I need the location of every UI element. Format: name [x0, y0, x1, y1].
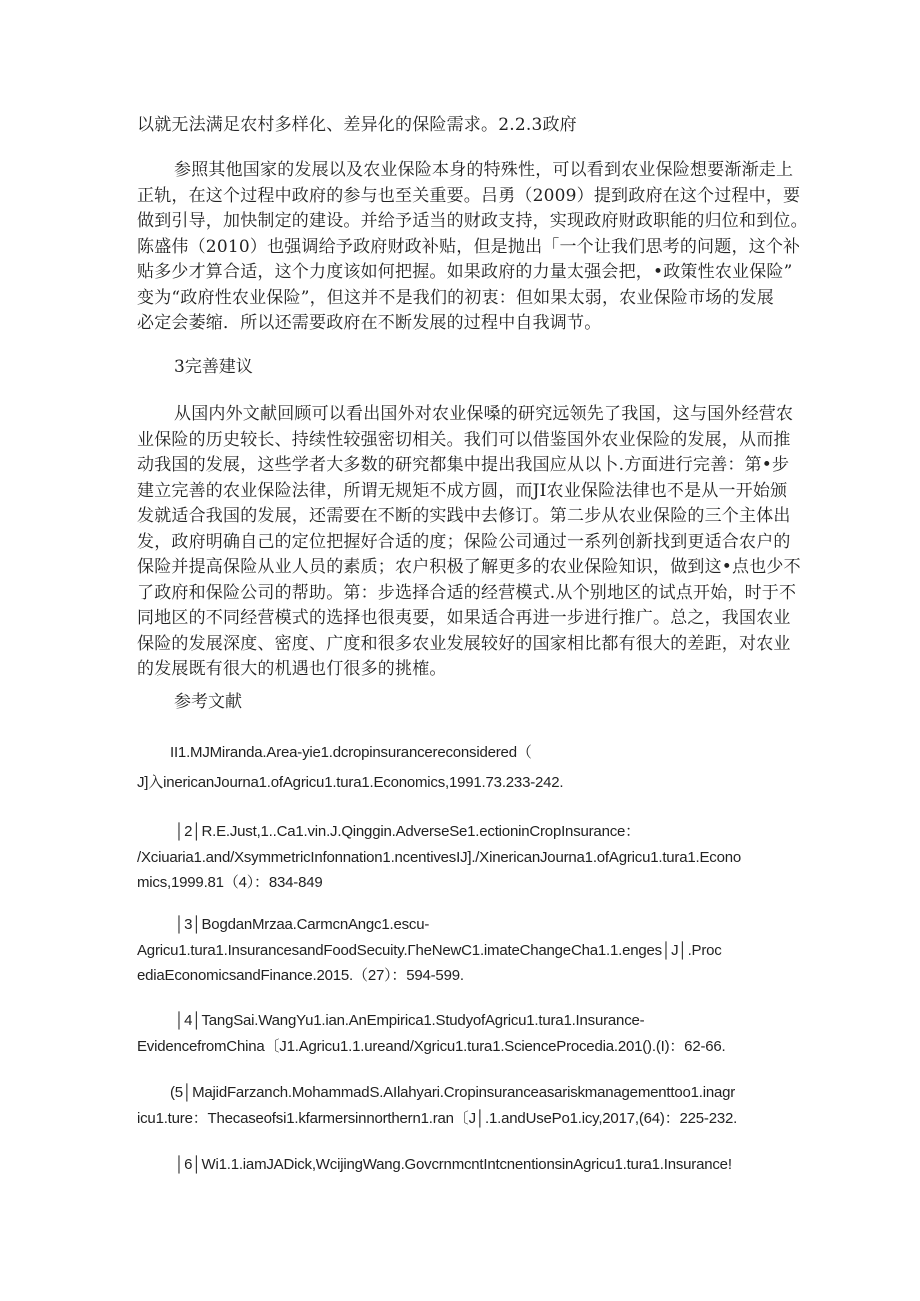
reference-line: ediaEconomicsandFinance.2015.（27）：594-599. [137, 967, 464, 984]
paragraph-line: 保险的发展深度、密度、广度和很多农业发展较好的国家相比都有很大的差距，对农业 [137, 634, 791, 654]
paragraph-line: 动我国的发展，这些学者大多数的研究都集中提出我国应从以卜.方面进行完善：第•步 [137, 455, 790, 475]
paragraph-line: 从国内外文献回顾可以看出国外对农业保嗓的研究远领先了我国，这与国外经营农 [174, 404, 794, 424]
paragraph-line: 了政府和保险公司的帮助。第：步选择合适的经营模式.从个别地区的试点开始，时于不 [137, 583, 797, 603]
paragraph-line: 业保险的历史较长、持续性较强密切相关。我们可以借鉴国外农业保险的发展，从而推 [137, 430, 791, 450]
reference-line: /Xciuaria1.and/XsymmetricInfonnation1.ncentivesIJ]./XinericanJourna1.ofAgricu1.tura1.Econo [137, 849, 742, 866]
paragraph-line: 正轨，在这个过程中政府的参与也至关重要。吕勇（2009）提到政府在这个过程中，要 [137, 186, 801, 206]
reference-line: │6│Wi1.1.iamJADick,WcijingWang.GovcrnmcntIntcnentionsinAgricu1.tura1.Insurance! [175, 1156, 732, 1173]
paragraph-line: 变为“政府性农业保险”，但这并不是我们的初衷：但如果太弱，农业保险市场的发展 [137, 288, 774, 308]
paragraph-line: 做到引导，加快制定的建设。并给予适当的财政支持，实现政府财政职能的归位和到位。 [137, 211, 808, 231]
reference-line: mics,1999.81（4）：834-849 [137, 874, 323, 891]
paragraph-line: 同地区的不同经营模式的选择也很夷要，如果适合再进一步进行推广。总之，我国农业 [137, 608, 791, 628]
continuation-line: 以就无法满足农村多样化、差异化的保险需求。2.2.3政府 [137, 115, 577, 135]
paragraph-line: 必定会萎缩．所以还需要政府在不断发展的过程中自我调节。 [137, 313, 602, 333]
paragraph-line: 陈盛伟（2010）也强调给予政府财政补贴，但是抛出「一个让我们思考的问题，这个补 [137, 237, 801, 257]
reference-line: │3│BogdanMrzaa.CarmcnAngc1.escu- [175, 916, 430, 933]
reference-line: Agricu1.tura1.InsurancesandFoodSecuity.ΓheNewC1.imateChangeCha1.1.enges│J│.Proc [137, 942, 722, 959]
references-heading: 参考文献 [174, 692, 242, 712]
paragraph-line: 发就适合我国的发展，还需要在不断的实践中去修订。第二步从农业保险的三个主体出 [137, 506, 791, 526]
paragraph-line: 建立完善的农业保险法律，所谓无规矩不成方圆，而JI农业保险法律也不是从一开始颁 [137, 481, 788, 501]
paragraph-line: 保险并提高保险从业人员的素质；农户积极了解更多的农业保险知识，做到这•点也少不 [137, 557, 801, 577]
reference-line: icu1.ture：Thecaseofsi1.kfarmersinnorthern1.ran〔J│.1.andUsePo1.icy,2017,(64)：225-232. [137, 1110, 738, 1127]
paragraph-line: 发，政府明确自己的定位把握好合适的度；保险公司通过一系列创新找到更适合农户的 [137, 532, 791, 552]
reference-line: EvidencefromChina〔J1.Agricu1.1.ureand/Xgricu1.tura1.ScienceProcedia.201().(I)：62-66. [137, 1038, 726, 1055]
paragraph-line: 参照其他国家的发展以及农业保险本身的特殊性，可以看到农业保险想要渐渐走上 [174, 160, 794, 180]
reference-line: │2│R.E.Just,1..Ca1.vin.J.Qinggin.AdverseSe1.ectioninCropInsurance： [175, 823, 640, 840]
reference-line: II1.MJMiranda.Area-yie1.dcropinsurancereconsidered（ [170, 744, 532, 761]
reference-line: J]入inericanJourna1.ofAgricu1.tura1.Economics,1991.73.233-242. [137, 774, 564, 791]
reference-line: │4│TangSai.WangYu1.ian.AnEmpirica1.StudyofAgricu1.tura1.Insurance- [175, 1012, 645, 1029]
paragraph-line: 贴多少才算合适，这个力度该如何把握。如果政府的力量太强会把，•政策性农业保险” [137, 262, 793, 282]
reference-line: (5│MajidFarzanch.MohammadS.AIlahyari.Cropinsuranceasariskmanagementtoo1.inagr [170, 1084, 736, 1101]
section-heading: 3完善建议 [174, 357, 253, 377]
paragraph-line: 的发展既有很大的机遇也仃很多的挑榷。 [137, 659, 447, 679]
